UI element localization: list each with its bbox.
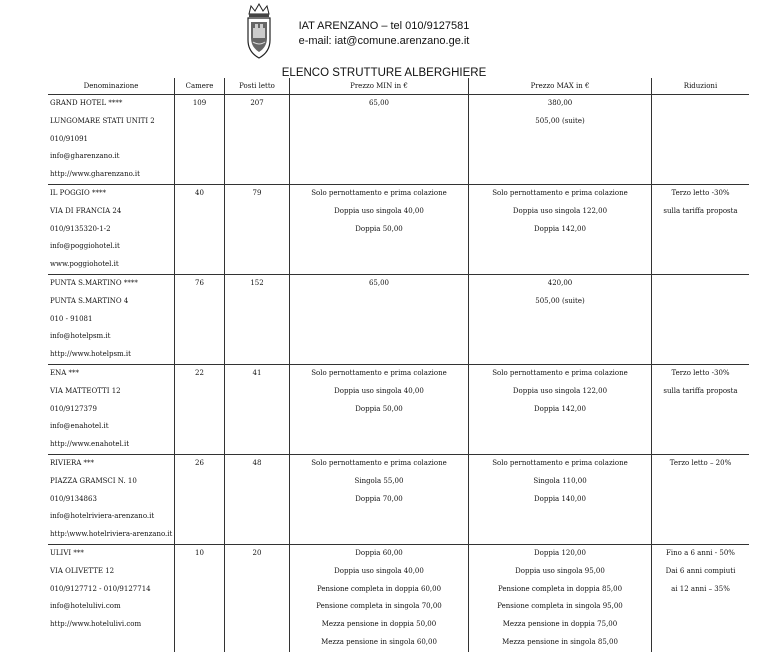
price-min-cell bbox=[290, 346, 469, 364]
table-row bbox=[48, 256, 749, 274]
table-row bbox=[48, 113, 749, 131]
reductions-cell bbox=[652, 491, 750, 509]
rooms-cell bbox=[175, 491, 225, 509]
reductions-cell bbox=[652, 113, 750, 131]
hotel-info-cell: ULIVI *** bbox=[48, 544, 175, 562]
rooms-cell bbox=[175, 526, 225, 544]
rooms-cell bbox=[175, 634, 225, 652]
hotel-info-cell: info@gharenzano.it bbox=[50, 152, 120, 161]
beds-cell bbox=[225, 203, 290, 221]
reductions-cell: sulla tariffa proposta bbox=[652, 203, 750, 221]
hotel-info-cell bbox=[48, 634, 175, 652]
beds-cell bbox=[225, 328, 290, 346]
hotel-info-cell: info@enahotel.it bbox=[50, 422, 109, 431]
table-row bbox=[48, 221, 749, 239]
hotel-info-cell: http://www.enahotel.it bbox=[50, 440, 130, 449]
price-min-cell: Doppia uso singola 40,00 bbox=[290, 383, 469, 401]
rooms-cell bbox=[175, 508, 225, 526]
beds-cell bbox=[225, 166, 290, 184]
table-row bbox=[48, 383, 749, 401]
beds-cell: 20 bbox=[225, 544, 290, 562]
price-max-cell: Doppia 142,00 bbox=[469, 221, 652, 239]
price-min-cell: Solo pernottamento e prima colazione bbox=[290, 454, 469, 472]
price-min-cell bbox=[290, 311, 469, 329]
table-row bbox=[48, 491, 749, 509]
beds-cell bbox=[225, 238, 290, 256]
table-row bbox=[48, 473, 749, 491]
beds-cell bbox=[225, 491, 290, 509]
table-row bbox=[48, 454, 749, 472]
price-max-cell: 505,00 (suite) bbox=[469, 293, 652, 311]
rooms-cell: 10 bbox=[175, 544, 225, 562]
price-min-cell: Pensione completa in doppia 60,00 bbox=[290, 581, 469, 599]
table-row bbox=[48, 581, 749, 599]
table-row bbox=[48, 293, 749, 311]
price-max-cell: Mezza pensione in doppia 75,00 bbox=[469, 616, 652, 634]
beds-cell bbox=[225, 418, 290, 436]
table-row bbox=[48, 346, 749, 364]
table-row bbox=[48, 166, 749, 184]
table-row bbox=[48, 526, 749, 544]
hotel-info-cell: http://www.hotelulivi.com bbox=[50, 620, 142, 629]
rooms-cell bbox=[175, 418, 225, 436]
rooms-cell bbox=[175, 598, 225, 616]
reductions-cell bbox=[652, 598, 750, 616]
price-max-cell: Singola 110,00 bbox=[469, 473, 652, 491]
rooms-cell bbox=[175, 131, 225, 149]
reductions-cell bbox=[652, 274, 750, 292]
price-min-cell: Doppia 50,00 bbox=[290, 221, 469, 239]
price-max-cell bbox=[469, 526, 652, 544]
price-max-cell: Doppia uso singola 95,00 bbox=[469, 563, 652, 581]
reductions-cell bbox=[652, 346, 750, 364]
column-header-denominazione: Denominazione bbox=[83, 82, 139, 90]
beds-cell bbox=[225, 598, 290, 616]
reductions-cell bbox=[652, 436, 750, 454]
hotels-table bbox=[48, 78, 749, 652]
beds-cell bbox=[225, 634, 290, 652]
price-max-cell: 505,00 (suite) bbox=[469, 113, 652, 131]
hotel-info-cell: info@hotelpsm.it bbox=[50, 332, 111, 341]
price-max-cell: Pensione completa in singola 95,00 bbox=[469, 598, 652, 616]
table-row bbox=[48, 508, 749, 526]
beds-cell: 41 bbox=[225, 364, 290, 382]
reductions-cell bbox=[652, 131, 750, 149]
price-min-cell bbox=[290, 166, 469, 184]
table-row bbox=[48, 563, 749, 581]
hotel-info-cell: GRAND HOTEL **** bbox=[48, 95, 175, 113]
column-header-riduzioni: Riduzioni bbox=[652, 78, 750, 95]
hotel-info-cell: LUNGOMARE STATI UNITI 2 bbox=[50, 116, 155, 125]
beds-cell bbox=[225, 256, 290, 274]
table-row bbox=[48, 328, 749, 346]
beds-cell: 79 bbox=[225, 184, 290, 202]
price-max-cell bbox=[469, 311, 652, 329]
hotel-info-cell: 010/9127712 - 010/9127714 bbox=[50, 584, 151, 593]
table-row bbox=[48, 364, 749, 382]
reductions-cell bbox=[652, 401, 750, 419]
reductions-cell bbox=[652, 238, 750, 256]
beds-cell bbox=[225, 616, 290, 634]
column-header-posti-letto: Posti letto bbox=[225, 78, 290, 95]
hotel-info-cell: PUNTA S.MARTINO 4 bbox=[50, 296, 129, 305]
hotel-info-cell: http://www.gharenzano.it bbox=[50, 170, 140, 179]
hotel-info-cell: 010/9135320-1-2 bbox=[50, 224, 111, 233]
hotel-info-cell: http:\www.hotelriviera-arenzano.it bbox=[50, 530, 173, 539]
hotel-info-cell: PIAZZA GRAMSCI N. 10 bbox=[50, 476, 137, 485]
rooms-cell bbox=[175, 581, 225, 599]
price-min-cell bbox=[290, 418, 469, 436]
hotel-info-cell: 010/9134863 bbox=[50, 494, 97, 503]
hotel-info-cell: PUNTA S.MARTINO **** bbox=[48, 274, 175, 292]
column-header-prezzo-max: Prezzo MAX in € bbox=[469, 78, 652, 95]
rooms-cell bbox=[175, 563, 225, 581]
reductions-cell: ai 12 anni – 35% bbox=[652, 581, 750, 599]
beds-cell: 207 bbox=[225, 95, 290, 113]
reductions-cell bbox=[652, 418, 750, 436]
hotel-info-cell: VIA DI FRANCIA 24 bbox=[50, 206, 122, 215]
price-min-cell bbox=[290, 526, 469, 544]
reductions-cell bbox=[652, 95, 750, 113]
rooms-cell bbox=[175, 113, 225, 131]
rooms-cell bbox=[175, 383, 225, 401]
price-max-cell bbox=[469, 166, 652, 184]
price-max-cell: Mezza pensione in singola 85,00 bbox=[469, 634, 652, 652]
column-header-camere: Camere bbox=[175, 78, 225, 95]
rooms-cell: 109 bbox=[175, 95, 225, 113]
reductions-cell: sulla tariffa proposta bbox=[652, 383, 750, 401]
table-row bbox=[48, 131, 749, 149]
reductions-cell: Terzo letto -30% bbox=[652, 364, 750, 382]
price-min-cell: Doppia uso singola 40,00 bbox=[290, 563, 469, 581]
price-min-cell: Singola 55,00 bbox=[290, 473, 469, 491]
rooms-cell bbox=[175, 238, 225, 256]
beds-cell bbox=[225, 526, 290, 544]
beds-cell bbox=[225, 563, 290, 581]
reductions-cell bbox=[652, 256, 750, 274]
rooms-cell bbox=[175, 221, 225, 239]
price-min-cell: Mezza pensione in doppia 50,00 bbox=[290, 616, 469, 634]
reductions-cell: Dai 6 anni compiuti bbox=[652, 563, 750, 581]
hotel-info-cell: info@hotelulivi.com bbox=[50, 602, 121, 611]
price-min-cell: Doppia 70,00 bbox=[290, 491, 469, 509]
table-header-row bbox=[48, 78, 749, 95]
table-row bbox=[48, 203, 749, 221]
rooms-cell: 76 bbox=[175, 274, 225, 292]
rooms-cell bbox=[175, 473, 225, 491]
table-row bbox=[48, 418, 749, 436]
price-min-cell: Pensione completa in singola 70,00 bbox=[290, 598, 469, 616]
rooms-cell: 40 bbox=[175, 184, 225, 202]
price-max-cell: Solo pernottamento e prima colazione bbox=[469, 364, 652, 382]
beds-cell bbox=[225, 508, 290, 526]
price-min-cell bbox=[290, 238, 469, 256]
table-row bbox=[48, 95, 749, 113]
reductions-cell bbox=[652, 311, 750, 329]
reductions-cell bbox=[652, 148, 750, 166]
reductions-cell: Terzo letto -30% bbox=[652, 184, 750, 202]
table-row bbox=[48, 634, 749, 652]
price-min-cell: Solo pernottamento e prima colazione bbox=[290, 364, 469, 382]
price-max-cell bbox=[469, 328, 652, 346]
rooms-cell bbox=[175, 346, 225, 364]
table-row bbox=[48, 184, 749, 202]
beds-cell bbox=[225, 581, 290, 599]
hotel-info-cell: IL POGGIO **** bbox=[48, 184, 175, 202]
beds-cell: 152 bbox=[225, 274, 290, 292]
column-header-prezzo-min: Prezzo MIN in € bbox=[290, 78, 469, 95]
beds-cell bbox=[225, 131, 290, 149]
price-max-cell bbox=[469, 418, 652, 436]
price-max-cell: 380,00 bbox=[469, 95, 652, 113]
rooms-cell bbox=[175, 293, 225, 311]
reductions-cell bbox=[652, 328, 750, 346]
rooms-cell bbox=[175, 203, 225, 221]
price-max-cell: 420,00 bbox=[469, 274, 652, 292]
price-max-cell bbox=[469, 256, 652, 274]
price-min-cell: Doppia uso singola 40,00 bbox=[290, 203, 469, 221]
price-max-cell bbox=[469, 346, 652, 364]
beds-cell bbox=[225, 311, 290, 329]
hotel-info-cell: info@poggiohotel.it bbox=[50, 242, 120, 251]
table-row bbox=[48, 238, 749, 256]
reductions-cell bbox=[652, 293, 750, 311]
hotel-info-cell: 010/9127379 bbox=[50, 404, 97, 413]
price-min-cell: Doppia 50,00 bbox=[290, 401, 469, 419]
hotel-info-cell: http://www.hotelpsm.it bbox=[50, 350, 131, 359]
table-row bbox=[48, 148, 749, 166]
table-row bbox=[48, 544, 749, 562]
reductions-cell bbox=[652, 526, 750, 544]
price-min-cell bbox=[290, 113, 469, 131]
price-max-cell bbox=[469, 131, 652, 149]
rooms-cell bbox=[175, 148, 225, 166]
price-max-cell: Doppia 120,00 bbox=[469, 544, 652, 562]
price-max-cell: Doppia 140,00 bbox=[469, 491, 652, 509]
beds-cell bbox=[225, 148, 290, 166]
beds-cell bbox=[225, 346, 290, 364]
beds-cell bbox=[225, 221, 290, 239]
price-min-cell bbox=[290, 256, 469, 274]
table-row bbox=[48, 274, 749, 292]
hotel-info-cell: RIVIERA *** bbox=[48, 454, 175, 472]
price-min-cell: 65,00 bbox=[290, 95, 469, 113]
rooms-cell: 22 bbox=[175, 364, 225, 382]
price-max-cell bbox=[469, 436, 652, 454]
reductions-cell bbox=[652, 166, 750, 184]
price-max-cell: Solo pernottamento e prima colazione bbox=[469, 184, 652, 202]
rooms-cell bbox=[175, 401, 225, 419]
beds-cell bbox=[225, 436, 290, 454]
table-row bbox=[48, 616, 749, 634]
price-min-cell: Solo pernottamento e prima colazione bbox=[290, 184, 469, 202]
reductions-cell bbox=[652, 634, 750, 652]
rooms-cell bbox=[175, 311, 225, 329]
beds-cell bbox=[225, 383, 290, 401]
reductions-cell: Terzo letto – 20% bbox=[652, 454, 750, 472]
rooms-cell bbox=[175, 256, 225, 274]
price-max-cell bbox=[469, 508, 652, 526]
price-min-cell bbox=[290, 293, 469, 311]
price-max-cell: Doppia uso singola 122,00 bbox=[469, 383, 652, 401]
price-min-cell bbox=[290, 328, 469, 346]
hotel-info-cell: info@hotelriviera-arenzano.it bbox=[50, 512, 155, 521]
price-min-cell: Doppia 60,00 bbox=[290, 544, 469, 562]
beds-cell bbox=[225, 113, 290, 131]
beds-cell: 48 bbox=[225, 454, 290, 472]
hotel-info-cell: 010/91091 bbox=[50, 134, 88, 143]
price-min-cell bbox=[290, 148, 469, 166]
hotel-info-cell: 010 - 91081 bbox=[50, 314, 93, 323]
hotel-info-cell: VIA OLIVETTE 12 bbox=[50, 566, 115, 575]
price-min-cell bbox=[290, 436, 469, 454]
table-row bbox=[48, 311, 749, 329]
price-max-cell: Pensione completa in doppia 85,00 bbox=[469, 581, 652, 599]
hotel-info-cell: www.poggiohotel.it bbox=[50, 260, 119, 269]
reductions-cell bbox=[652, 616, 750, 634]
beds-cell bbox=[225, 401, 290, 419]
price-max-cell bbox=[469, 148, 652, 166]
page-title: ELENCO STRUTTURE ALBERGHIERE bbox=[281, 67, 487, 79]
price-min-cell: 65,00 bbox=[290, 274, 469, 292]
price-max-cell: Solo pernottamento e prima colazione bbox=[469, 454, 652, 472]
header-phone: IAT ARENZANO – tel 010/9127581 bbox=[298, 20, 470, 32]
rooms-cell bbox=[175, 616, 225, 634]
reductions-cell bbox=[652, 473, 750, 491]
price-max-cell bbox=[469, 238, 652, 256]
hotel-info-cell: ENA *** bbox=[48, 364, 175, 382]
reductions-cell bbox=[652, 221, 750, 239]
price-min-cell bbox=[290, 508, 469, 526]
hotels-table-body bbox=[48, 95, 749, 652]
beds-cell bbox=[225, 473, 290, 491]
price-max-cell: Doppia 142,00 bbox=[469, 401, 652, 419]
beds-cell bbox=[225, 293, 290, 311]
table-row bbox=[48, 598, 749, 616]
reductions-cell: Fino a 6 anni - 50% bbox=[652, 544, 750, 562]
hotel-info-cell: VIA MATTEOTTI 12 bbox=[50, 386, 121, 395]
rooms-cell bbox=[175, 328, 225, 346]
price-min-cell bbox=[290, 131, 469, 149]
rooms-cell: 26 bbox=[175, 454, 225, 472]
reductions-cell bbox=[652, 508, 750, 526]
price-min-cell: Mezza pensione in singola 60,00 bbox=[290, 634, 469, 652]
header-email: e-mail: iat@comune.arenzano.ge.it bbox=[298, 35, 470, 47]
price-max-cell: Doppia uso singola 122,00 bbox=[469, 203, 652, 221]
table-row bbox=[48, 401, 749, 419]
rooms-cell bbox=[175, 166, 225, 184]
table-row bbox=[48, 436, 749, 454]
rooms-cell bbox=[175, 436, 225, 454]
